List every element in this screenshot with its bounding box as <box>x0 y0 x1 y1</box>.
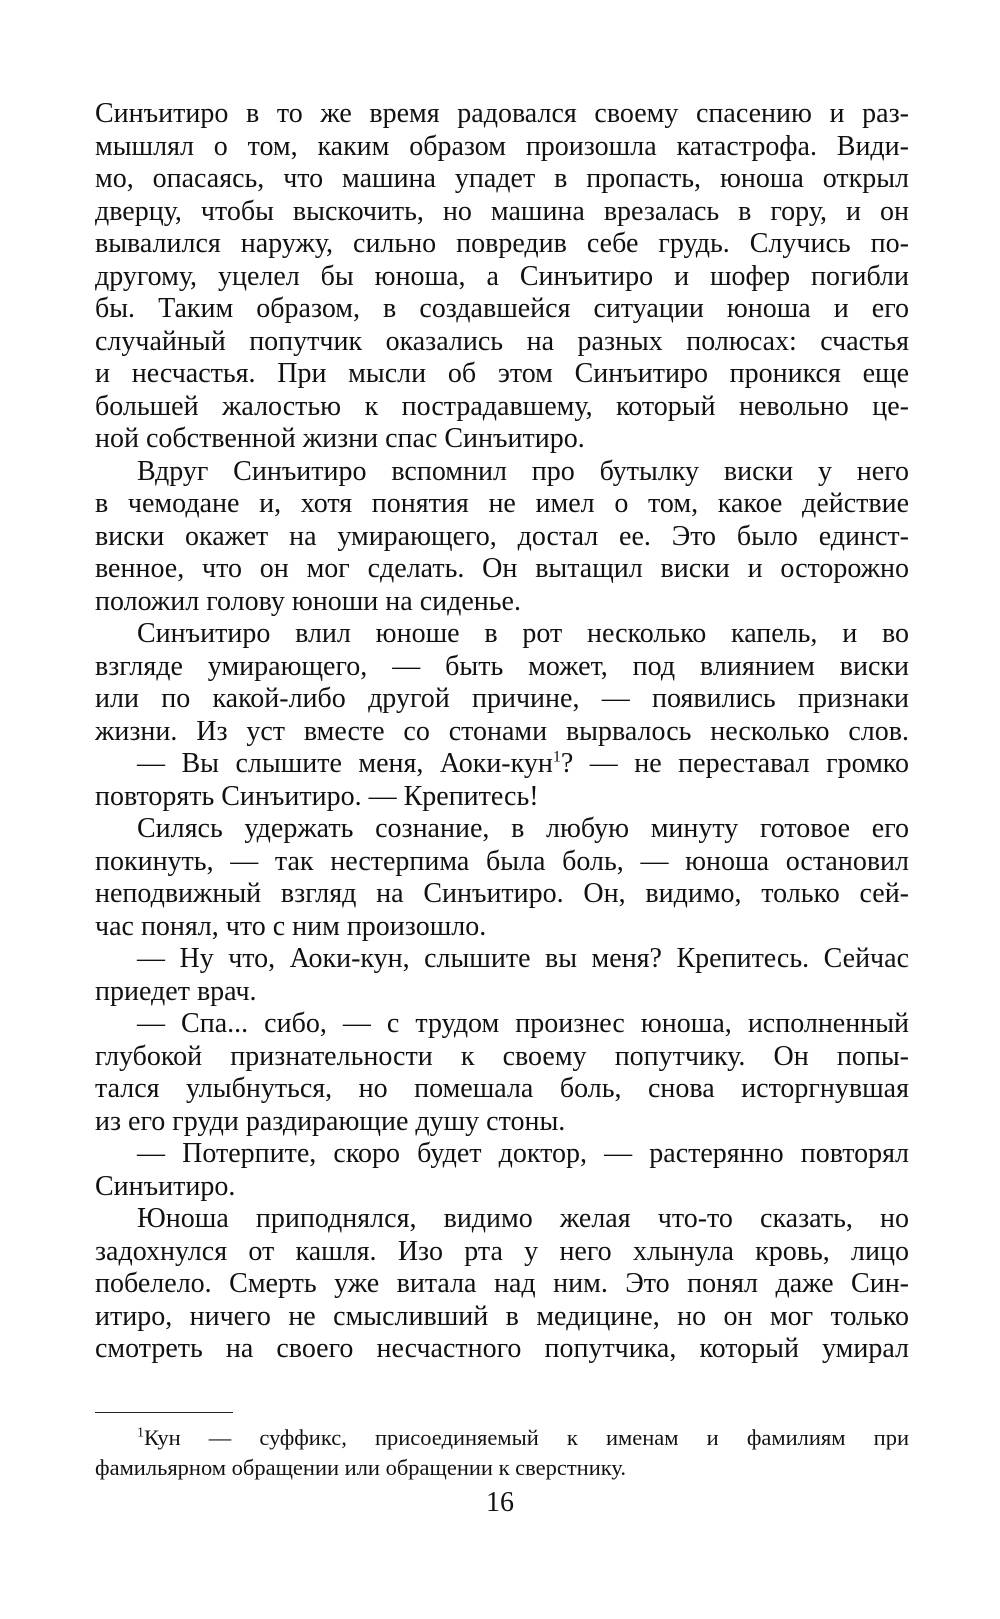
text-line <box>95 228 909 261</box>
text-line <box>95 553 909 586</box>
text-line-content: тался улыбнуться, но помешала боль, снова исторгнувшая <box>95 1073 909 1104</box>
text-line <box>95 911 909 944</box>
text-line-content: бы. Таким образом, в создавшейся ситуации юноша и его <box>95 293 909 324</box>
text-line <box>95 423 909 456</box>
text-line-content: случайный попутчик оказались на разных полюсах: счастья <box>95 325 909 357</box>
footnote-line <box>95 1423 909 1453</box>
text-line <box>95 943 909 976</box>
text-line-content: глубокой признательности к своему попутчику. Он попы- <box>95 1040 909 1072</box>
text-line-content: — Вы слышите меня, Аоки-кун <box>137 748 553 779</box>
text-line-content: мо, опасаясь, что машина упадет в пропасть, юноша открыл <box>95 163 909 194</box>
text-line-content: венное, что он мог сделать. Он вытащил виски и осторожно <box>95 553 909 584</box>
text-line <box>95 1073 909 1106</box>
text-line <box>95 846 909 879</box>
text-line-content: виски окажет на умирающего, достал ее. Это было единст- <box>95 520 909 552</box>
text-line <box>95 196 909 229</box>
text-line-content: Синъитиро в то же время радовался своему спасению и раз- <box>95 98 909 129</box>
text-line <box>95 131 909 164</box>
text-line <box>95 1138 909 1171</box>
text-line-content: повторять Синъитиро. — Крепитесь! <box>95 780 539 812</box>
text-line <box>95 1301 909 1334</box>
text-line-content: большей жалостью к пострадавшему, который невольно це- <box>95 390 909 422</box>
text-line <box>95 878 909 911</box>
text-line-content: — Потерпите, скоро будет доктор, — растерянно повторял <box>137 1138 909 1169</box>
text-line <box>95 1236 909 1269</box>
text-line <box>95 521 909 554</box>
text-line-content: жизни. Из уст вместе со стонами вырвалось несколько слов. <box>95 715 909 747</box>
text-line-content: Силясь удержать сознание, в любую минуту готовое его <box>137 813 909 844</box>
text-line <box>95 488 909 521</box>
text-line-content: взгляде умирающего, — быть может, под влиянием виски <box>95 650 909 682</box>
text-line-content: положил голову юноши на сиденье. <box>95 585 521 617</box>
text-line <box>95 976 909 1009</box>
text-line <box>95 1008 909 1041</box>
text-line-content: и несчастья. При мысли об этом Синъитиро проникся еще <box>95 358 909 389</box>
text-line <box>95 683 909 716</box>
text-line-content: вывалился наружу, сильно повредив себе грудь. Случись по- <box>95 228 909 259</box>
text-line-content: другому, уцелел бы юноша, а Синъитиро и шофер погибли <box>95 260 909 292</box>
footnotes <box>95 1423 909 1483</box>
text-line-content: Юноша приподнялся, видимо желая что-то сказать, но <box>137 1203 909 1234</box>
text-line-content: неподвижный взгляд на Синъитиро. Он, видимо, только сей- <box>95 878 909 909</box>
text-line <box>95 391 909 424</box>
text-line <box>95 98 909 131</box>
text-line <box>95 748 909 781</box>
text-line-content: ной собственной жизни спас Синъитиро. <box>95 423 585 454</box>
text-line <box>95 261 909 294</box>
text-line <box>95 716 909 749</box>
text-line <box>95 781 909 814</box>
text-line-content: Вдруг Синъитиро вспомнил про бутылку виски у него <box>137 455 909 487</box>
text-line-content: приедет врач. <box>95 975 257 1007</box>
text-line <box>95 1106 909 1139</box>
text-line-content: час понял, что с ним произошло. <box>95 910 487 942</box>
text-line <box>95 651 909 684</box>
text-line <box>95 813 909 846</box>
footnote-reference: 1 <box>552 748 561 766</box>
footnote-text: Кун — суффикс, присоединяемый к именам и фамилиям при <box>144 1425 909 1450</box>
text-line <box>95 586 909 619</box>
footnote-text: фамильярном обращении или обращении к сверстнику. <box>95 1455 626 1480</box>
text-line <box>95 456 909 489</box>
text-line <box>95 618 909 651</box>
text-line-content: или по какой-либо другой причине, — появились признаки <box>95 683 909 714</box>
main-text <box>95 98 909 1366</box>
footnote-line <box>95 1453 909 1483</box>
text-line <box>95 358 909 391</box>
text-line-content: из его груди раздирающие душу стоны. <box>95 1105 566 1137</box>
footnote-divider <box>95 1412 233 1413</box>
text-line <box>95 1041 909 1074</box>
text-line-content: в чемодане и, хотя понятия не имел о том, какое действие <box>95 488 909 519</box>
text-line <box>95 1203 909 1236</box>
text-line-content: побелело. Смерть уже витала над ним. Это понял даже Син- <box>95 1268 909 1299</box>
text-line-content: покинуть, — так нестерпима была боль, — юноша остановил <box>95 845 909 877</box>
text-line-content: Синъитиро. <box>95 1170 236 1202</box>
text-line <box>95 1333 909 1366</box>
text-line-continuation: ? — не переставал громко <box>560 748 909 779</box>
text-line-content: задохнулся от кашля. Изо рта у него хлынула кровь, лицо <box>95 1235 909 1267</box>
text-line <box>95 326 909 359</box>
text-line-content: Синъитиро влил юноше в рот несколько капель, и во <box>137 618 909 649</box>
text-line-content: мышлял о том, каким образом произошла катастрофа. Види- <box>95 130 909 162</box>
text-line-content: — Спа... сибо, — с трудом произнес юноша, исполненный <box>137 1008 909 1039</box>
text-line <box>95 1268 909 1301</box>
page-number: 16 <box>486 1487 514 1518</box>
text-line <box>95 163 909 196</box>
text-line-content: — Ну что, Аоки-кун, слышите вы меня? Крепитесь. Сейчас <box>137 943 909 974</box>
text-line <box>95 1171 909 1204</box>
text-line-content: итиро, ничего не смысливший в медицине, но он мог только <box>95 1300 909 1332</box>
text-line <box>95 293 909 326</box>
text-line-content: смотреть на своего несчастного попутчика, который умирал <box>95 1333 909 1364</box>
text-line-content: дверцу, чтобы выскочить, но машина врезалась в гору, и он <box>95 195 909 227</box>
footnote-mark: 1 <box>137 1425 144 1441</box>
